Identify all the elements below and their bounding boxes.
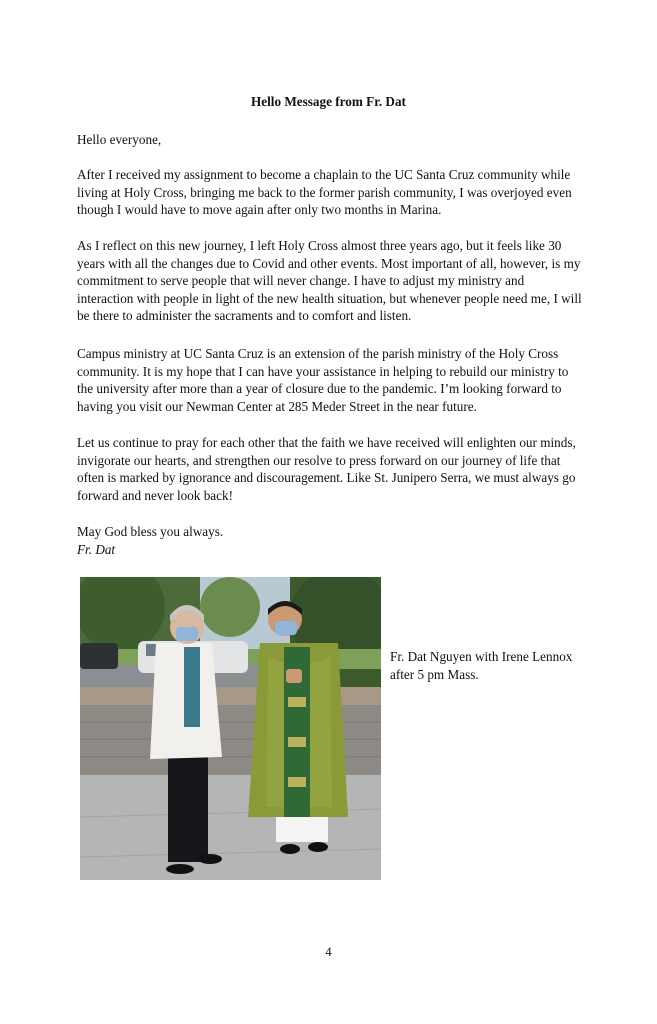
photo-car-left — [80, 643, 118, 669]
photo-priest-mask — [275, 621, 297, 635]
paragraph-3: Campus ministry at UC Santa Cruz is an extension of the parish ministry of the Holy Cross community. It is my hope that I can have your assistance in helping to rebuild our ministry to the university after more than a year of closure due to the pandemic. I’m looking forward to having you visit our Newman Center at 285 Meder Street in the near future. — [77, 346, 569, 414]
photo-woman-scarf — [184, 647, 200, 727]
photo-caption: Fr. Dat Nguyen with Irene Lennox after 5 pm Mass. — [390, 649, 573, 682]
photo-woman-mask — [176, 627, 198, 641]
signature: Fr. Dat — [77, 542, 116, 557]
photo-tree-mid — [200, 577, 260, 637]
page-title: Hello Message from Fr. Dat — [251, 94, 406, 109]
photo-priest-hands — [286, 669, 302, 683]
paragraph-2: As I reflect on this new journey, I left Holy Cross almost three years ago, but it feels like 30 years with all the changes due to Covid and other events. Most important of all, however, is my commitment to serve people that will never change. I have to adjust my ministry and interaction with people in light of the new health situation, but whenever people need me, I will be there to administer the sacraments and to comfort and listen. — [77, 238, 582, 324]
paragraph-4: Let us continue to pray for each other that the faith we have received will enlighten our minds, invigorate our hearts, and strengthen our resolve to press forward on our journey of life that often is marked by ignorance and discouragement. Like St. Junipero Serra, we must always go forward and never look back! — [77, 435, 576, 503]
greeting: Hello everyone, — [77, 132, 162, 147]
photo — [80, 577, 381, 880]
photo-woman-pants — [168, 757, 208, 862]
paragraph-1: After I received my assignment to become a chaplain to the UC Santa Cruz community while living at Holy Cross, bringing me back to the former parish community, I was overjoyed even though I would have to move again after only two months in Marina. — [77, 167, 572, 218]
page-number: 4 — [325, 945, 332, 959]
closing: May God bless you always. — [77, 524, 224, 539]
